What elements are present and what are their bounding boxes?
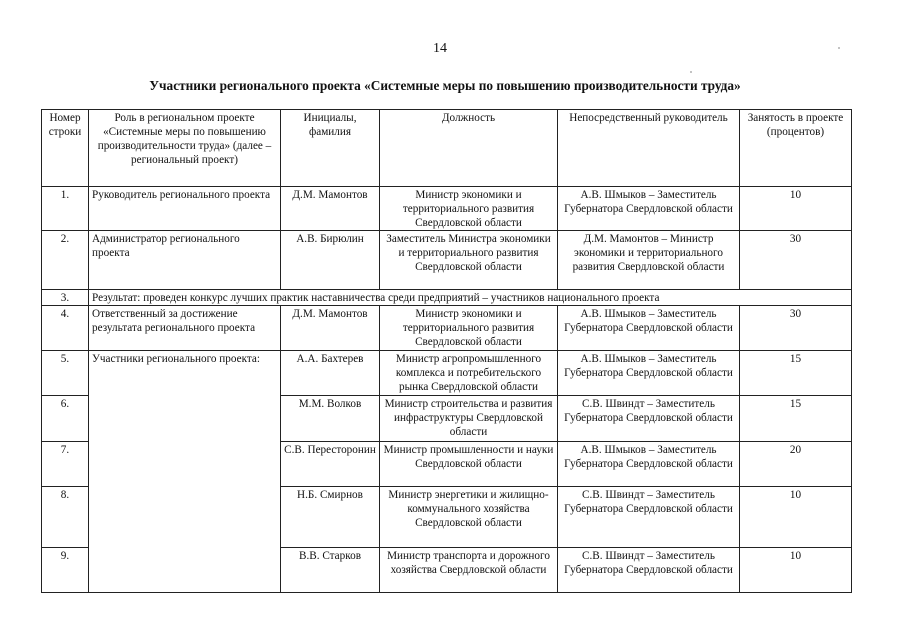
supervisor-cell: А.В. Шмыков – Заместитель Губернатора Свердловской области — [558, 306, 740, 351]
header-row-number: Номер строки — [42, 110, 89, 187]
role-cell: Руководитель регионального проекта — [89, 187, 281, 231]
table-row — [42, 351, 852, 396]
row-number: 6. — [42, 396, 89, 442]
role-cell: Администратор регионального проекта — [89, 231, 281, 290]
workload-cell: 30 — [740, 306, 852, 351]
participants-table — [41, 109, 852, 593]
table-row-result — [42, 290, 852, 306]
header-workload: Занятость в проекте (процентов) — [740, 110, 852, 187]
row-number: 9. — [42, 548, 89, 593]
role-cell: Ответственный за достижение результата регионального проекта — [89, 306, 281, 351]
position-cell: Министр транспорта и дорожного хозяйства Свердловской области — [380, 548, 558, 593]
workload-cell: 15 — [740, 351, 852, 396]
position-cell: Министр энергетики и жилищно-коммунального хозяйства Свердловской области — [380, 487, 558, 548]
row-number: 5. — [42, 351, 89, 396]
name-cell: Д.М. Мамонтов — [281, 306, 380, 351]
table-row — [42, 306, 852, 351]
result-cell: Результат: проведен конкурс лучших практик наставничества среди предприятий – участников национального проекта — [89, 290, 852, 306]
header-role: Роль в региональном проекте «Системные меры по повышению производительности труда» (далее – региональный проект) — [89, 110, 281, 187]
position-cell: Министр экономики и территориального развития Свердловской области — [380, 306, 558, 351]
page-number: 14 — [433, 41, 447, 56]
supervisor-cell: Д.М. Мамонтов – Министр экономики и территориального развития Свердловской области — [558, 231, 740, 290]
header-name: Инициалы, фамилия — [281, 110, 380, 187]
row-number: 7. — [42, 442, 89, 487]
name-cell: А.В. Бирюлин — [281, 231, 380, 290]
position-cell: Министр агропромышленного комплекса и потребительского рынка Свердловской области — [380, 351, 558, 396]
supervisor-cell: А.В. Шмыков – Заместитель Губернатора Свердловской области — [558, 187, 740, 231]
document-title: Участники регионального проекта «Системные меры по повышению производительности труда» — [149, 78, 741, 93]
scan-speck — [690, 71, 692, 73]
row-number: 3. — [42, 290, 89, 306]
scan-speck — [838, 47, 840, 49]
supervisor-cell: С.В. Швиндт – Заместитель Губернатора Свердловской области — [558, 548, 740, 593]
name-cell: В.В. Старков — [281, 548, 380, 593]
workload-cell: 10 — [740, 548, 852, 593]
row-number: 8. — [42, 487, 89, 548]
role-cell-participants: Участники регионального проекта: — [89, 351, 281, 593]
workload-cell: 15 — [740, 396, 852, 442]
position-cell: Заместитель Министра экономики и территориального развития Свердловской области — [380, 231, 558, 290]
name-cell: А.А. Бахтерев — [281, 351, 380, 396]
position-cell: Министр строительства и развития инфраструктуры Свердловской области — [380, 396, 558, 442]
name-cell: Н.Б. Смирнов — [281, 487, 380, 548]
table-row — [42, 187, 852, 231]
workload-cell: 10 — [740, 187, 852, 231]
row-number: 2. — [42, 231, 89, 290]
supervisor-cell: А.В. Шмыков – Заместитель Губернатора Свердловской области — [558, 351, 740, 396]
workload-cell: 10 — [740, 487, 852, 548]
name-cell: С.В. Пересторонин — [281, 442, 380, 487]
supervisor-cell: С.В. Швиндт – Заместитель Губернатора Свердловской области — [558, 396, 740, 442]
position-cell: Министр промышленности и науки Свердловской области — [380, 442, 558, 487]
workload-cell: 20 — [740, 442, 852, 487]
supervisor-cell: С.В. Швиндт – Заместитель Губернатора Свердловской области — [558, 487, 740, 548]
position-cell: Министр экономики и территориального развития Свердловской области — [380, 187, 558, 231]
table-header-row — [42, 110, 852, 187]
row-number: 4. — [42, 306, 89, 351]
supervisor-cell: А.В. Шмыков – Заместитель Губернатора Свердловской области — [558, 442, 740, 487]
table-row — [42, 231, 852, 290]
header-position: Должность — [380, 110, 558, 187]
header-supervisor: Непосредственный руководитель — [558, 110, 740, 187]
workload-cell: 30 — [740, 231, 852, 290]
row-number: 1. — [42, 187, 89, 231]
name-cell: М.М. Волков — [281, 396, 380, 442]
name-cell: Д.М. Мамонтов — [281, 187, 380, 231]
